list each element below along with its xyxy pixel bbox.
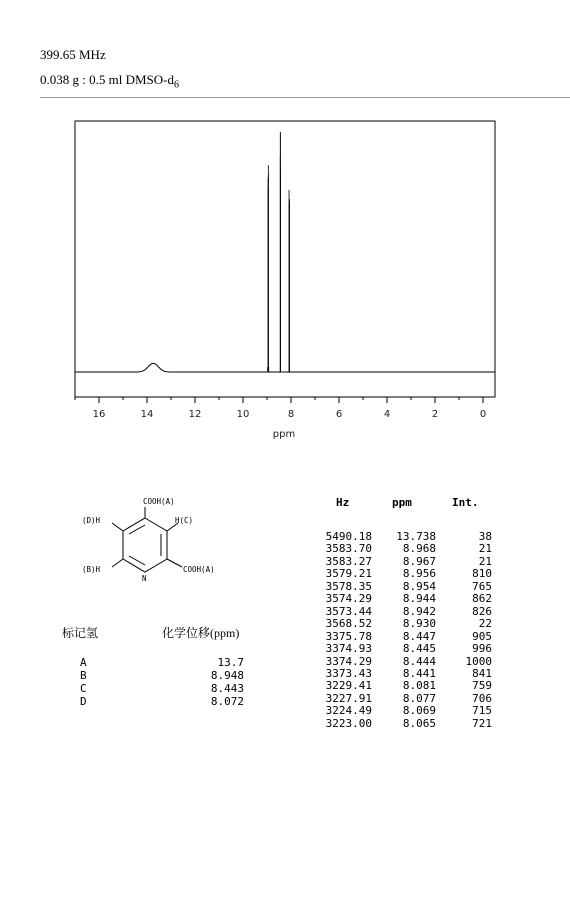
peak-hz: 3568.52	[325, 617, 372, 631]
pyridine-ring	[112, 507, 182, 572]
peak-intensity: 1000	[465, 654, 492, 668]
substituent-upper-right: H(C)	[175, 516, 194, 525]
peak-hz: 3573.44	[325, 604, 372, 618]
x-tick-label: 0	[479, 409, 487, 420]
substituent-top: COOH(A)	[143, 497, 175, 506]
x-tick-label: 14	[140, 409, 154, 420]
peak-hz: 3579.21	[325, 567, 372, 581]
table-row	[310, 655, 500, 667]
sample-text: 0.038 g : 0.5 ml DMSO-d	[40, 72, 174, 87]
peak-intensity: 38	[478, 530, 492, 543]
peak-hz: 3223.00	[325, 716, 372, 730]
peak-ppm: 8.942	[402, 604, 436, 618]
table-row	[310, 717, 500, 729]
peak-intensity: 706	[472, 691, 492, 705]
peak-hz: 3583.27	[325, 554, 372, 568]
peak-intensity: 22	[478, 617, 492, 631]
peak-hz: 5490.18	[325, 530, 372, 543]
x-tick-label: 16	[92, 409, 106, 420]
x-axis-ticks	[75, 397, 486, 420]
table-row	[310, 692, 500, 704]
peak-hz: 3583.70	[325, 542, 372, 556]
ring-nitrogen: N	[142, 574, 147, 583]
x-tick-label: 2	[431, 409, 439, 420]
substituent-lower-left: (B)H	[82, 565, 101, 574]
peak-intensity: 721	[472, 716, 492, 730]
peak-ppm: 8.968	[402, 542, 436, 556]
assignment-shift: 13.7	[217, 656, 244, 669]
peak-ppm: 8.081	[402, 679, 436, 693]
peak-ppm: 8.069	[402, 704, 436, 718]
substituent-lower-right: COOH(A)	[183, 565, 215, 574]
peak-intensity: 759	[472, 679, 492, 693]
substituent-upper-left: (D)H	[82, 516, 101, 525]
table-row	[310, 592, 500, 604]
peak-hz: 3224.49	[325, 704, 372, 718]
x-tick-label: 6	[335, 409, 343, 420]
peak-lines	[268, 132, 290, 372]
peak-ppm: 8.077	[402, 691, 436, 705]
assignment-label: D	[80, 695, 87, 708]
assignment-shift: 8.443	[210, 682, 244, 695]
peak-ppm: 8.930	[402, 617, 436, 631]
plot-frame	[75, 121, 495, 397]
peak-intensity: 996	[472, 642, 492, 656]
peak-intensity: 905	[472, 629, 492, 643]
peak-table-header-int: Int.	[452, 496, 479, 509]
peak-hz: 3229.41	[325, 679, 372, 693]
peak-hz: 3578.35	[325, 579, 372, 593]
peak-hz: 3227.91	[325, 691, 372, 705]
table-row	[310, 567, 500, 579]
peak-hz: 3374.29	[325, 654, 372, 668]
assignment-shift: 8.072	[210, 695, 244, 708]
peak-intensity: 841	[472, 666, 492, 680]
table-row	[310, 667, 500, 679]
table-row	[310, 642, 500, 654]
table-row	[310, 630, 500, 642]
assignment-label: A	[80, 656, 87, 669]
peak-intensity: 810	[472, 567, 492, 581]
peak-ppm: 8.447	[402, 629, 436, 643]
assignment-label: C	[80, 682, 87, 695]
molecular-structure	[60, 495, 260, 595]
x-tick-label: 12	[188, 409, 202, 420]
table-row	[310, 580, 500, 592]
spectrometer-frequency: 399.65 MHz	[40, 47, 106, 62]
assignment-shift-header: 化学位移(ppm)	[162, 626, 240, 640]
assignment-label-header: 标记氢	[62, 626, 99, 640]
peak-ppm: 8.967	[402, 554, 436, 568]
peak-ppm: 8.445	[402, 642, 436, 656]
x-tick-label: 8	[287, 409, 295, 420]
sample-subscript: 6	[173, 79, 179, 91]
peak-ppm: 8.441	[402, 666, 436, 680]
peak-ppm: 13.738	[396, 530, 436, 543]
table-row	[310, 679, 500, 691]
peak-ppm: 8.065	[402, 716, 436, 730]
table-row	[310, 530, 500, 542]
peak-ppm: 8.956	[402, 567, 436, 581]
table-row	[310, 617, 500, 629]
peak-intensity: 862	[472, 592, 492, 606]
nmr-spectrum-chart	[0, 110, 570, 450]
peak-ppm: 8.444	[402, 654, 436, 668]
x-axis-label: ppm	[272, 429, 296, 440]
table-row	[310, 605, 500, 617]
header-divider	[40, 97, 570, 98]
peak-ppm: 8.944	[402, 592, 436, 606]
peak-intensity: 826	[472, 604, 492, 618]
peak-table-header-hz: Hz	[336, 496, 350, 509]
assignment-label: B	[80, 669, 87, 682]
peak-hz: 3373.43	[325, 666, 372, 680]
assignment-shift: 8.948	[210, 669, 244, 682]
table-row	[310, 542, 500, 554]
peak-table-header-ppm: ppm	[392, 496, 412, 509]
peak-ppm: 8.954	[402, 579, 436, 593]
table-row	[310, 704, 500, 716]
table-row	[310, 555, 500, 567]
spectrum-trace	[75, 363, 495, 372]
peak-intensity: 21	[478, 554, 492, 568]
sample-description	[40, 72, 179, 91]
peak-intensity: 21	[478, 542, 492, 556]
peak-hz: 3375.78	[325, 629, 372, 643]
x-tick-label: 10	[236, 409, 250, 420]
peak-hz: 3574.29	[325, 592, 372, 606]
peak-hz: 3374.93	[325, 642, 372, 656]
peak-intensity: 765	[472, 579, 492, 593]
peak-intensity: 715	[472, 704, 492, 718]
x-tick-label: 4	[383, 409, 391, 420]
